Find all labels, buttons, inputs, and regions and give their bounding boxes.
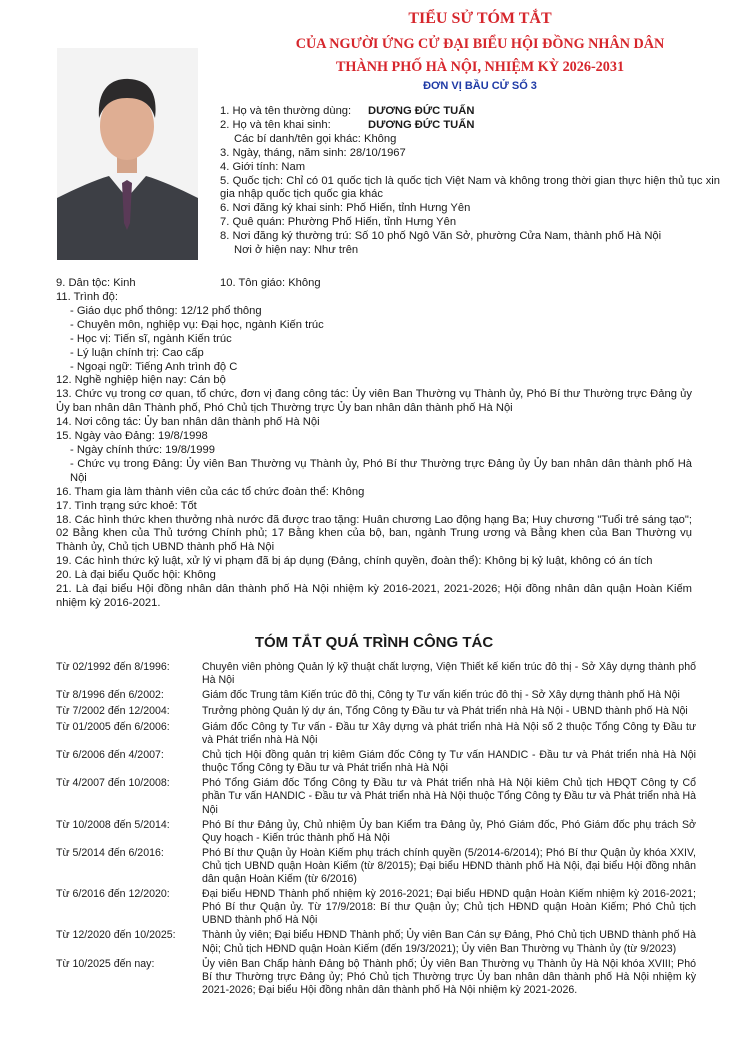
common-name-label: 1. Họ và tên thường dùng: — [220, 105, 352, 117]
religion: 10. Tôn giáo: Không — [220, 277, 321, 289]
document-subtitle-2: THÀNH PHỐ HÀ NỘI, NHIỆM KỲ 2026-2031 — [335, 59, 625, 75]
work-history-row — [56, 777, 696, 816]
work-history-row — [56, 929, 696, 955]
work-history-list — [56, 661, 696, 999]
work-period: Từ 10/2025 đến nay: — [56, 957, 155, 970]
work-period: Từ 12/2020 đến 10/2025: — [56, 929, 176, 942]
organization-membership: 16. Tham gia làm thành viên của các tổ chức đoàn thể: Không — [56, 485, 365, 498]
education-degree: - Học vị: Tiến sĩ, ngành Kiến trúc — [70, 332, 232, 345]
disciplinary-record: 19. Các hình thức kỷ luật, xử lý vi phạm đã bị áp dụng (Đảng, chính quyền, đoàn thể): Không bị kỷ luật, không có án tích — [56, 555, 653, 568]
personal-info-header — [220, 105, 720, 258]
birth-registration-place: 6. Nơi đăng ký khai sinh: Phố Hiến, tỉnh Hưng Yên — [220, 202, 471, 215]
work-history-row — [56, 819, 696, 845]
work-history-row — [56, 749, 696, 775]
work-history-row — [56, 721, 696, 747]
work-history-row — [56, 847, 696, 886]
party-position: - Chức vụ trong Đảng: Ủy viên Ban Thường vụ Thành ủy, Phó Bí thư Thường trực Đảng ủy Ủy ban nhân dân thành phố Hà Nội — [70, 457, 692, 484]
birth-name-value: DƯƠNG ĐỨC TUẤN — [368, 118, 475, 131]
current-position: 13. Chức vụ trong cơ quan, tổ chức, đơn vị đang công tác: Ủy viên Ban Thường vụ Thành ủy, Phó Bí thư Thường trực Đảng ủy Ủy ban nhân dân Thành phố, Phó Chủ tịch Thường trực Ủy ban nhân dân thành phố Hà Nội — [56, 388, 692, 415]
workplace: 14. Nơi công tác: Ủy ban nhân dân thành phố Hà Nội — [56, 416, 320, 429]
document-subtitle-1: CỦA NGƯỜI ỨNG CỬ ĐẠI BIỂU HỘI ĐỒNG NHÂN DÂN — [295, 36, 665, 52]
personal-info-body — [56, 277, 692, 611]
council-deputy-history: 21. Là đại biểu Hội đồng nhân dân thành phố Hà Nội nhiệm kỳ 2016-2021, 2021-2026; Hội đồng nhân dân quận Hoàn Kiếm nhiệm kỳ 2016-2021. — [56, 583, 692, 609]
candidate-portrait — [57, 48, 198, 260]
document-title: TIỂU SỬ TÓM TẮT — [408, 10, 552, 27]
hometown: 7. Quê quán: Phường Phố Hiến, tỉnh Hưng Yên — [220, 216, 457, 229]
work-period: Từ 6/2006 đến 4/2007: — [56, 749, 164, 762]
work-history-row — [56, 888, 696, 927]
electoral-unit: ĐƠN VỊ BẦU CỬ SỐ 3 — [423, 80, 537, 92]
permanent-residence: 8. Nơi đăng ký thường trú: Số 10 phố Ngô Văn Sở, phường Cửa Nam, thành phố Hà Nội — [220, 230, 662, 243]
work-description: Thành ủy viên; Đại biểu HĐND Thành phố; Ủy viên Ban Cán sự Đảng, Phó Chủ tịch UBND thành phố Hà Nội; Chủ tịch HĐND quận Hoàn Kiếm (đến 19/3/2021); Ủy viên Ban Thường vụ Thành ủy (từ 9/2023) — [202, 929, 696, 955]
date-of-birth: 3. Ngày, tháng, năm sinh: 28/10/1967 — [220, 146, 406, 159]
party-official-date: - Ngày chính thức: 19/8/1999 — [70, 443, 215, 456]
work-description: Phó Tổng Giám đốc Tổng Công ty Đầu tư và Phát triển nhà Hà Nội kiêm Chủ tịch HĐQT Công ty Cổ phần Tư vấn HANDIC - Đầu tư và Phát triển nhà Hà Nội thuộc Tổng Công ty Đầu tư và Phát triển nhà Hà Nội — [202, 777, 696, 816]
work-description: Phó Bí thư Quận ủy Hoàn Kiếm phụ trách chính quyền (5/2014-6/2014); Phó Bí thư Quận ủy khóa XXIV, Chủ tịch UBND quận Hoàn Kiếm (từ 8/2015); Đại biểu HĐND thành phố Hà Nội, đại biểu Hội đồng nhân dân quận Hoàn Kiếm (từ 6/2016) — [202, 846, 696, 886]
work-period: Từ 02/1992 đến 8/1996: — [56, 661, 170, 673]
ethnicity-religion-row — [56, 277, 692, 291]
education-language: - Ngoại ngữ: Tiếng Anh trình độ C — [70, 360, 238, 373]
work-period: Từ 8/1996 đến 6/2002: — [56, 689, 164, 702]
work-period: Từ 6/2016 đến 12/2020: — [56, 888, 170, 901]
current-residence: Nơi ở hiện nay: Như trên — [234, 244, 359, 257]
party-admission-date: 15. Ngày vào Đảng: 19/8/1998 — [56, 430, 208, 443]
work-description: Đại biểu HĐND Thành phố nhiệm kỳ 2016-2021; Đại biểu HĐND quận Hoàn Kiếm nhiệm kỳ 2016-2021; Phó Bí thư Quận ủy. Từ 17/9/2018: Bí thư Quận ủy; Chủ tịch HĐND quận Hoàn Kiếm; Phó Chủ tịch UBND thành phố Hà Nội — [202, 888, 696, 927]
work-period: Từ 5/2014 đến 6/2016: — [56, 846, 164, 859]
education-general: - Giáo dục phổ thông: 12/12 phổ thông — [70, 304, 262, 317]
work-description: Chuyên viên phòng Quản lý kỹ thuật chất lượng, Viện Thiết kế kiến trúc đô thị - Sở Xây dựng thành phố Hà Nội — [202, 661, 696, 687]
work-history-row — [56, 689, 696, 703]
education-professional: - Chuyên môn, nghiệp vụ: Đại học, ngành Kiến trúc — [70, 318, 324, 331]
awards: 18. Các hình thức khen thưởng nhà nước đã được trao tặng: Huân chương Lao động hạng Ba; Huy chương "Tuổi trẻ sáng tạo"; 02 Bằng khen của Thủ tướng Chính phủ; 17 Bằng khen của bộ, ban, ngành Trung ương và Bằng khen của Ban Thường vụ Thành ủy, Chủ tịch UBND thành phố Hà Nội — [56, 513, 692, 554]
work-history-row — [56, 705, 696, 719]
work-history-row — [56, 958, 696, 997]
nationality: 5. Quốc tịch: Chỉ có 01 quốc tịch là quốc tịch Việt Nam và không trong thời gian thực hiện thủ tục xin gia nhập quốc tịch quốc gia khác — [220, 174, 720, 201]
work-period: Từ 7/2002 đến 12/2004: — [56, 705, 170, 718]
national-assembly-deputy: 20. Là đại biểu Quốc hội: Không — [56, 569, 216, 582]
gender: 4. Giới tính: Nam — [220, 160, 306, 173]
work-history-title: TÓM TẮT QUÁ TRÌNH CÔNG TÁC — [254, 634, 494, 651]
work-description: Giám đốc Công ty Tư vấn - Đầu tư Xây dựng và phát triển nhà Hà Nội số 2 thuộc Tổng Công ty Đầu tư và Phát triển nhà Hà Nội — [202, 721, 696, 747]
ethnicity: 9. Dân tộc: Kinh — [56, 277, 136, 289]
work-description: Trưởng phòng Quản lý dự án, Tổng Công ty Đầu tư và Phát triển nhà Hà Nội - UBND thành phố Hà Nội — [202, 705, 688, 718]
work-period: Từ 10/2008 đến 5/2014: — [56, 818, 170, 831]
education-political: - Lý luận chính trị: Cao cấp — [70, 346, 204, 359]
birth-name-label: 2. Họ và tên khai sinh: — [220, 118, 331, 131]
work-period: Từ 4/2007 đến 10/2008: — [56, 777, 170, 790]
education-heading: 11. Trình độ: — [56, 291, 118, 303]
work-description: Phó Bí thư Đảng ủy, Chủ nhiệm Ủy ban Kiểm tra Đảng ủy, Phó Giám đốc, Phó Giám đốc phụ trách Sở Quy hoạch - Kiến trúc thành phố Hà Nội — [202, 818, 696, 844]
work-history-row — [56, 661, 696, 687]
health-status: 17. Tình trạng sức khoẻ: Tốt — [56, 499, 197, 512]
work-description: Ủy viên Ban Chấp hành Đảng bộ Thành phố; Ủy viên Ban Thường vụ Thành ủy Hà Nội khóa XVIII; Phó Bí thư Thường trực Đảng ủy; Phó Chủ tịch Thường trực Ủy ban nhân dân thành phố Hà Nội nhiệm kỳ 2021-2026; Đại biểu Hội đồng nhân dân thành phố Hà Nội nhiệm kỳ 2021-2026. — [202, 957, 696, 996]
work-description: Giám đốc Trung tâm Kiến trúc đô thị, Công ty Tư vấn kiến trúc đô thị - Sở Xây dựng thành phố Hà Nội — [202, 689, 680, 702]
current-occupation: 12. Nghề nghiệp hiện nay: Cán bộ — [56, 374, 226, 387]
work-description: Chủ tịch Hội đồng quản trị kiêm Giám đốc Công ty Tư vấn HANDIC - Đầu tư và Phát triển nhà Hà Nội thuộc Tổng Công ty Đầu tư và Phát triển nhà Hà Nội — [202, 749, 696, 775]
work-period: Từ 01/2005 đến 6/2006: — [56, 721, 170, 733]
common-name-value: DƯƠNG ĐỨC TUẤN — [368, 105, 475, 117]
aliases: Các bí danh/tên gọi khác: Không — [234, 132, 397, 145]
